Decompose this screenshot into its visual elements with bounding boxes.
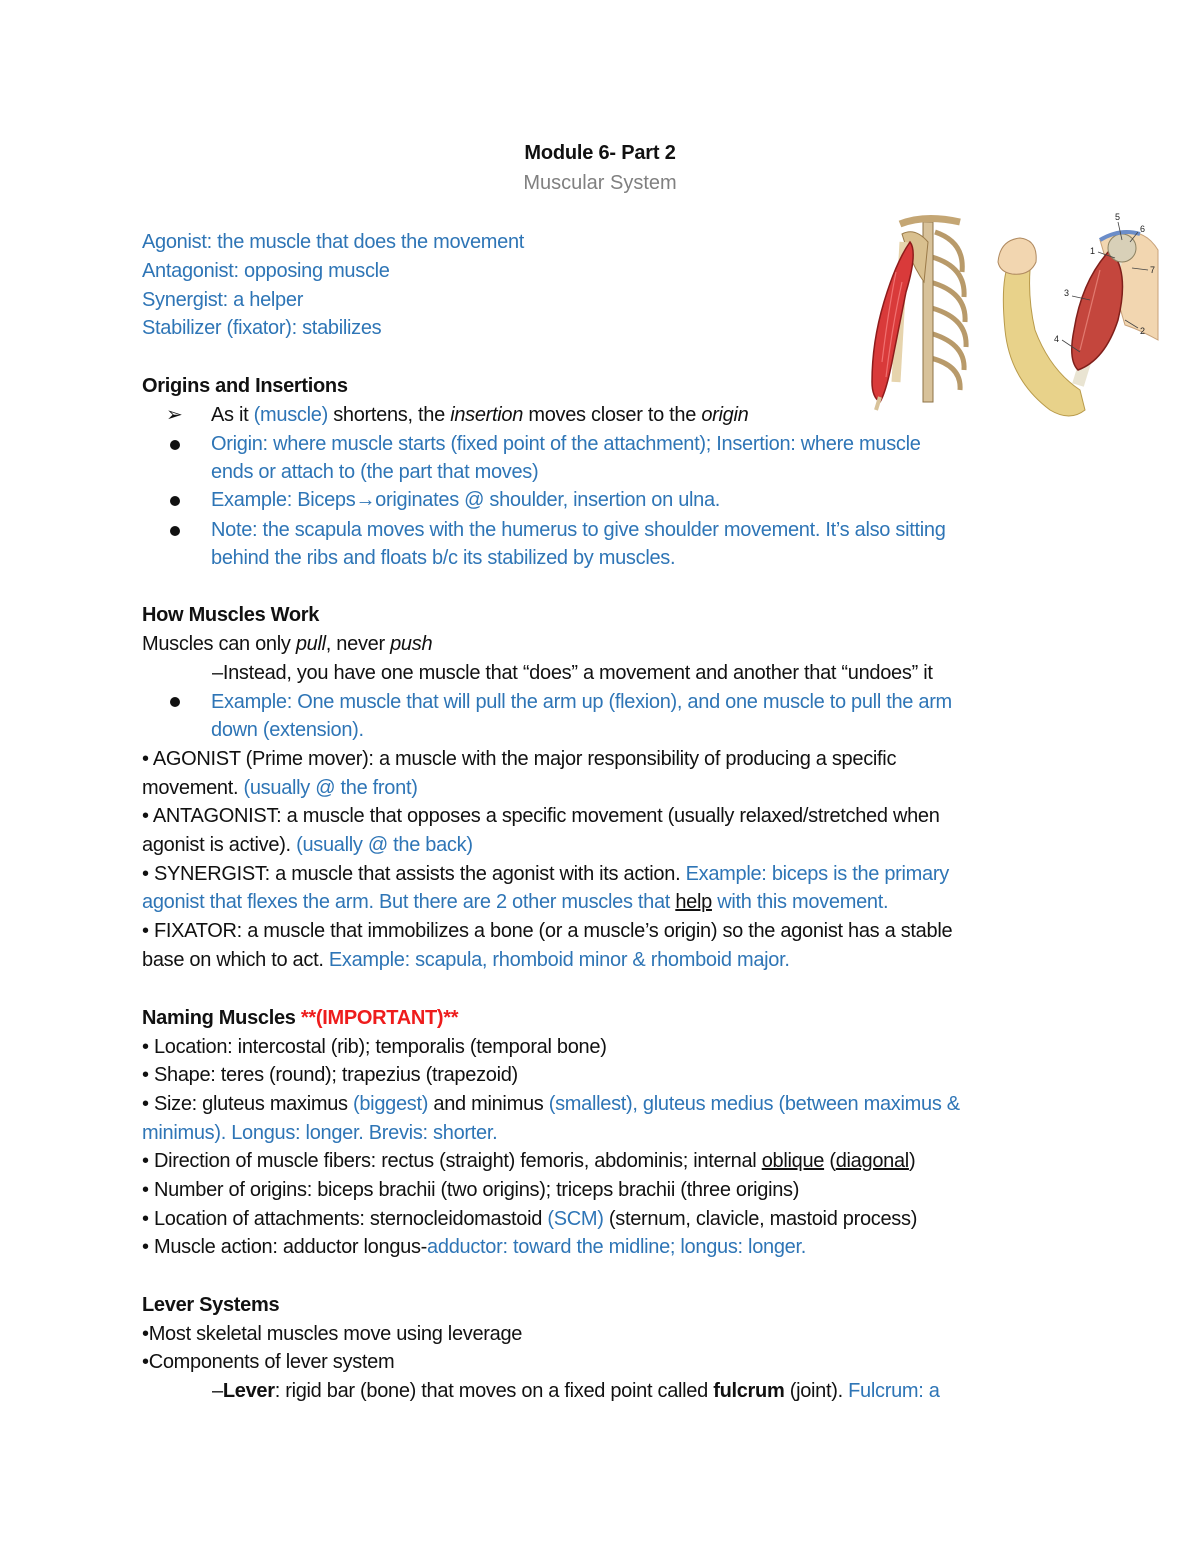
how-line-2: –Instead, you have one muscle that “does” a movement and another that “undoes” it [212, 662, 933, 684]
origin-bullet-note-2: behind the ribs and floats b/c its stabilized by muscles. [211, 547, 676, 569]
fixator-line-2: base on which to act. Example: scapula, rhomboid minor & rhomboid major. [142, 949, 790, 971]
definition-synergist: Synergist: a helper [142, 289, 304, 311]
antagonist-line-2: agonist is active). (usually @ the back) [142, 834, 473, 856]
section-heading-lever: Lever Systems [142, 1294, 280, 1316]
how-line-1: Muscles can only pull, never push [142, 633, 433, 655]
naming-direction: • Direction of muscle fibers: rectus (straight) femoris, abdominis; internal oblique (diagonal) [142, 1150, 916, 1172]
fixator-line-1: • FIXATOR: a muscle that immobilizes a bone (or a muscle’s origin) so the agonist has a stable [142, 920, 953, 942]
naming-location: • Location: intercostal (rib); temporalis (temporal bone) [142, 1036, 607, 1058]
bullet-icon [170, 496, 180, 506]
bullet-icon [170, 440, 180, 450]
flexed-arm-illustration [990, 210, 1160, 430]
lever-line-1: •Most skeletal muscles move using leverage [142, 1323, 523, 1345]
arrow-bullet-icon: ➢ [166, 404, 183, 426]
naming-attachments: • Location of attachments: sternocleidomastoid (SCM) (sternum, clavicle, mastoid process) [142, 1208, 918, 1230]
figure-label: 2 [1140, 326, 1146, 336]
how-example-2: down (extension). [211, 719, 364, 741]
origin-bullet-example: Example: Biceps→originates @ shoulder, insertion on ulna. [211, 489, 721, 511]
definition-stabilizer: Stabilizer (fixator): stabilizes [142, 317, 382, 339]
page-title: Module 6- Part 2 [524, 142, 676, 164]
figure-label: 5 [1115, 212, 1121, 222]
figure-label: 7 [1150, 265, 1156, 275]
naming-action: • Muscle action: adductor longus-adductor: toward the midline; longus: longer. [142, 1236, 807, 1258]
section-heading-origins: Origins and Insertions [142, 375, 348, 397]
synergist-line-2: agonist that flexes the arm. But there are 2 other muscles that help with this movement. [142, 891, 889, 913]
how-example-1: Example: One muscle that will pull the arm up (flexion), and one muscle to pull the arm [211, 691, 952, 713]
origin-arrow-item: As it (muscle) shortens, the insertion moves closer to the origin [211, 404, 749, 426]
synergist-line-1: • SYNERGIST: a muscle that assists the agonist with its action. Example: biceps is the primary [142, 863, 949, 885]
section-heading-naming: Naming Muscles **(IMPORTANT)** [142, 1007, 459, 1029]
lever-line-3: –Lever: rigid bar (bone) that moves on a fixed point called fulcrum (joint). Fulcrum: a [212, 1380, 940, 1402]
origin-bullet-note-1: Note: the scapula moves with the humerus to give shoulder movement. It’s also sitting [211, 519, 946, 541]
figure-label: 4 [1054, 334, 1060, 344]
figure-label: 1 [1090, 246, 1096, 256]
bullet-icon [170, 526, 180, 536]
section-heading-how: How Muscles Work [142, 604, 320, 626]
right-arrow-icon: → [355, 489, 376, 511]
page-subtitle: Muscular System [523, 172, 677, 194]
antagonist-line-1: • ANTAGONIST: a muscle that opposes a specific movement (usually relaxed/stretched when [142, 805, 940, 827]
agonist-line-2: movement. (usually @ the front) [142, 777, 418, 799]
origin-bullet-definition-2: ends or attach to (the part that moves) [211, 461, 539, 483]
naming-origins-count: • Number of origins: biceps brachii (two origins); triceps brachii (three origins) [142, 1179, 800, 1201]
naming-shape: • Shape: teres (round); trapezius (trapezoid) [142, 1064, 518, 1086]
origin-bullet-definition-1: Origin: where muscle starts (fixed point of the attachment); Insertion: where muscle [211, 433, 921, 455]
lever-line-2: •Components of lever system [142, 1351, 395, 1373]
naming-size-1: • Size: gluteus maximus (biggest) and minimus (smallest), gluteus medius (between maximus & [142, 1093, 960, 1115]
figure-label: 3 [1064, 288, 1070, 298]
definition-agonist: Agonist: the muscle that does the movement [142, 231, 525, 253]
naming-size-2: minimus). Longus: longer. Brevis: shorter. [142, 1122, 498, 1144]
biceps-ribcage-illustration [840, 212, 970, 412]
agonist-line-1: • AGONIST (Prime mover): a muscle with the major responsibility of producing a specific [142, 748, 897, 770]
figure-label: 6 [1140, 224, 1146, 234]
bullet-icon [170, 697, 180, 707]
definition-antagonist: Antagonist: opposing muscle [142, 260, 390, 282]
